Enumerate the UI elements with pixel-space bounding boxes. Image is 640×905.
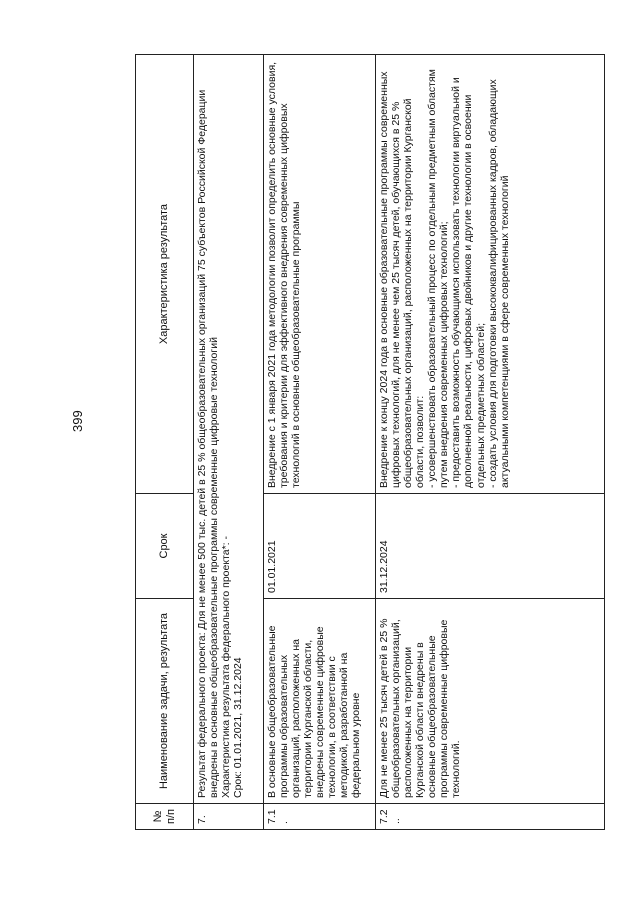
- header-name: Наименование задачи, результата: [136, 599, 194, 804]
- table-row-7: [194, 55, 264, 830]
- row-7-1-name: В основные общеобразовательные программы образовательных организаций, расположенных на территории Курганской области, внедрены современные цифровые технологии, в соответствии с методикой, разработанной на федеральном уровне: [264, 599, 376, 804]
- row-7-2-desc: Внедрение к концу 2024 года в основные образовательные программы современных цифровых технологий, для не менее чем 25 тысяч детей, обучающихся в 25 % общеобразовательных организаций, расположенных на территории Курганской области, позволит: - усовершенствовать образовательный процесс по отдельным предметным областям путем внедрения современных цифровых технологий; - предоставить возможность обучающимся использовать технологии виртуальной и дополненной реальности, цифровых двойников и другие технологии в освоении отдельных предметных областей; - создать условия для подготовки высококвалифицированных кадров, обладающих актуальными компетенциями в сфере современных технологий: [376, 55, 605, 494]
- header-date: Срок: [136, 494, 194, 599]
- table-row-7-2: [376, 55, 605, 830]
- header-num: № п/п: [136, 804, 194, 830]
- table-header-row: [136, 55, 194, 830]
- page-number: 399: [70, 410, 85, 432]
- row-7-1-num: 7.1.: [264, 804, 376, 830]
- row-7-1-desc: Внедрение с 1 января 2021 года методологии позволит определить основные условия, требования и критерии для эффективного внедрения современных цифровых технологий в основные общеобразовательные программы: [264, 55, 376, 494]
- row-7-2-name: Для не менее 25 тысяч детей в 25 % общеобразовательных организаций, расположенных на территории Курганской области внедрены в основные общеобразовательные программы современные цифровые технологий.: [376, 599, 605, 804]
- row-7-2-date: 31.12.2024: [376, 494, 605, 599]
- row-7-1-date: 01.01.2021: [264, 494, 376, 599]
- results-table: [135, 54, 605, 830]
- header-desc: Характеристика результата: [136, 55, 194, 494]
- table-row-7-1: [264, 55, 376, 830]
- row-7-text: Результат федерального проекта: Для не менее 500 тыс. детей в 25 % общеобразовательных организаций 75 субъектов Российской Федерации внедрены в основные общеобразовательные программы современные цифровые технологий Характеристика результата федерального проекта*: - Срок: 01.01.2021, 31.12.2024: [194, 55, 264, 804]
- row-7-2-num: 7.2..: [376, 804, 605, 830]
- rotated-table-container: [135, 55, 605, 830]
- row-7-num: 7.: [194, 804, 264, 830]
